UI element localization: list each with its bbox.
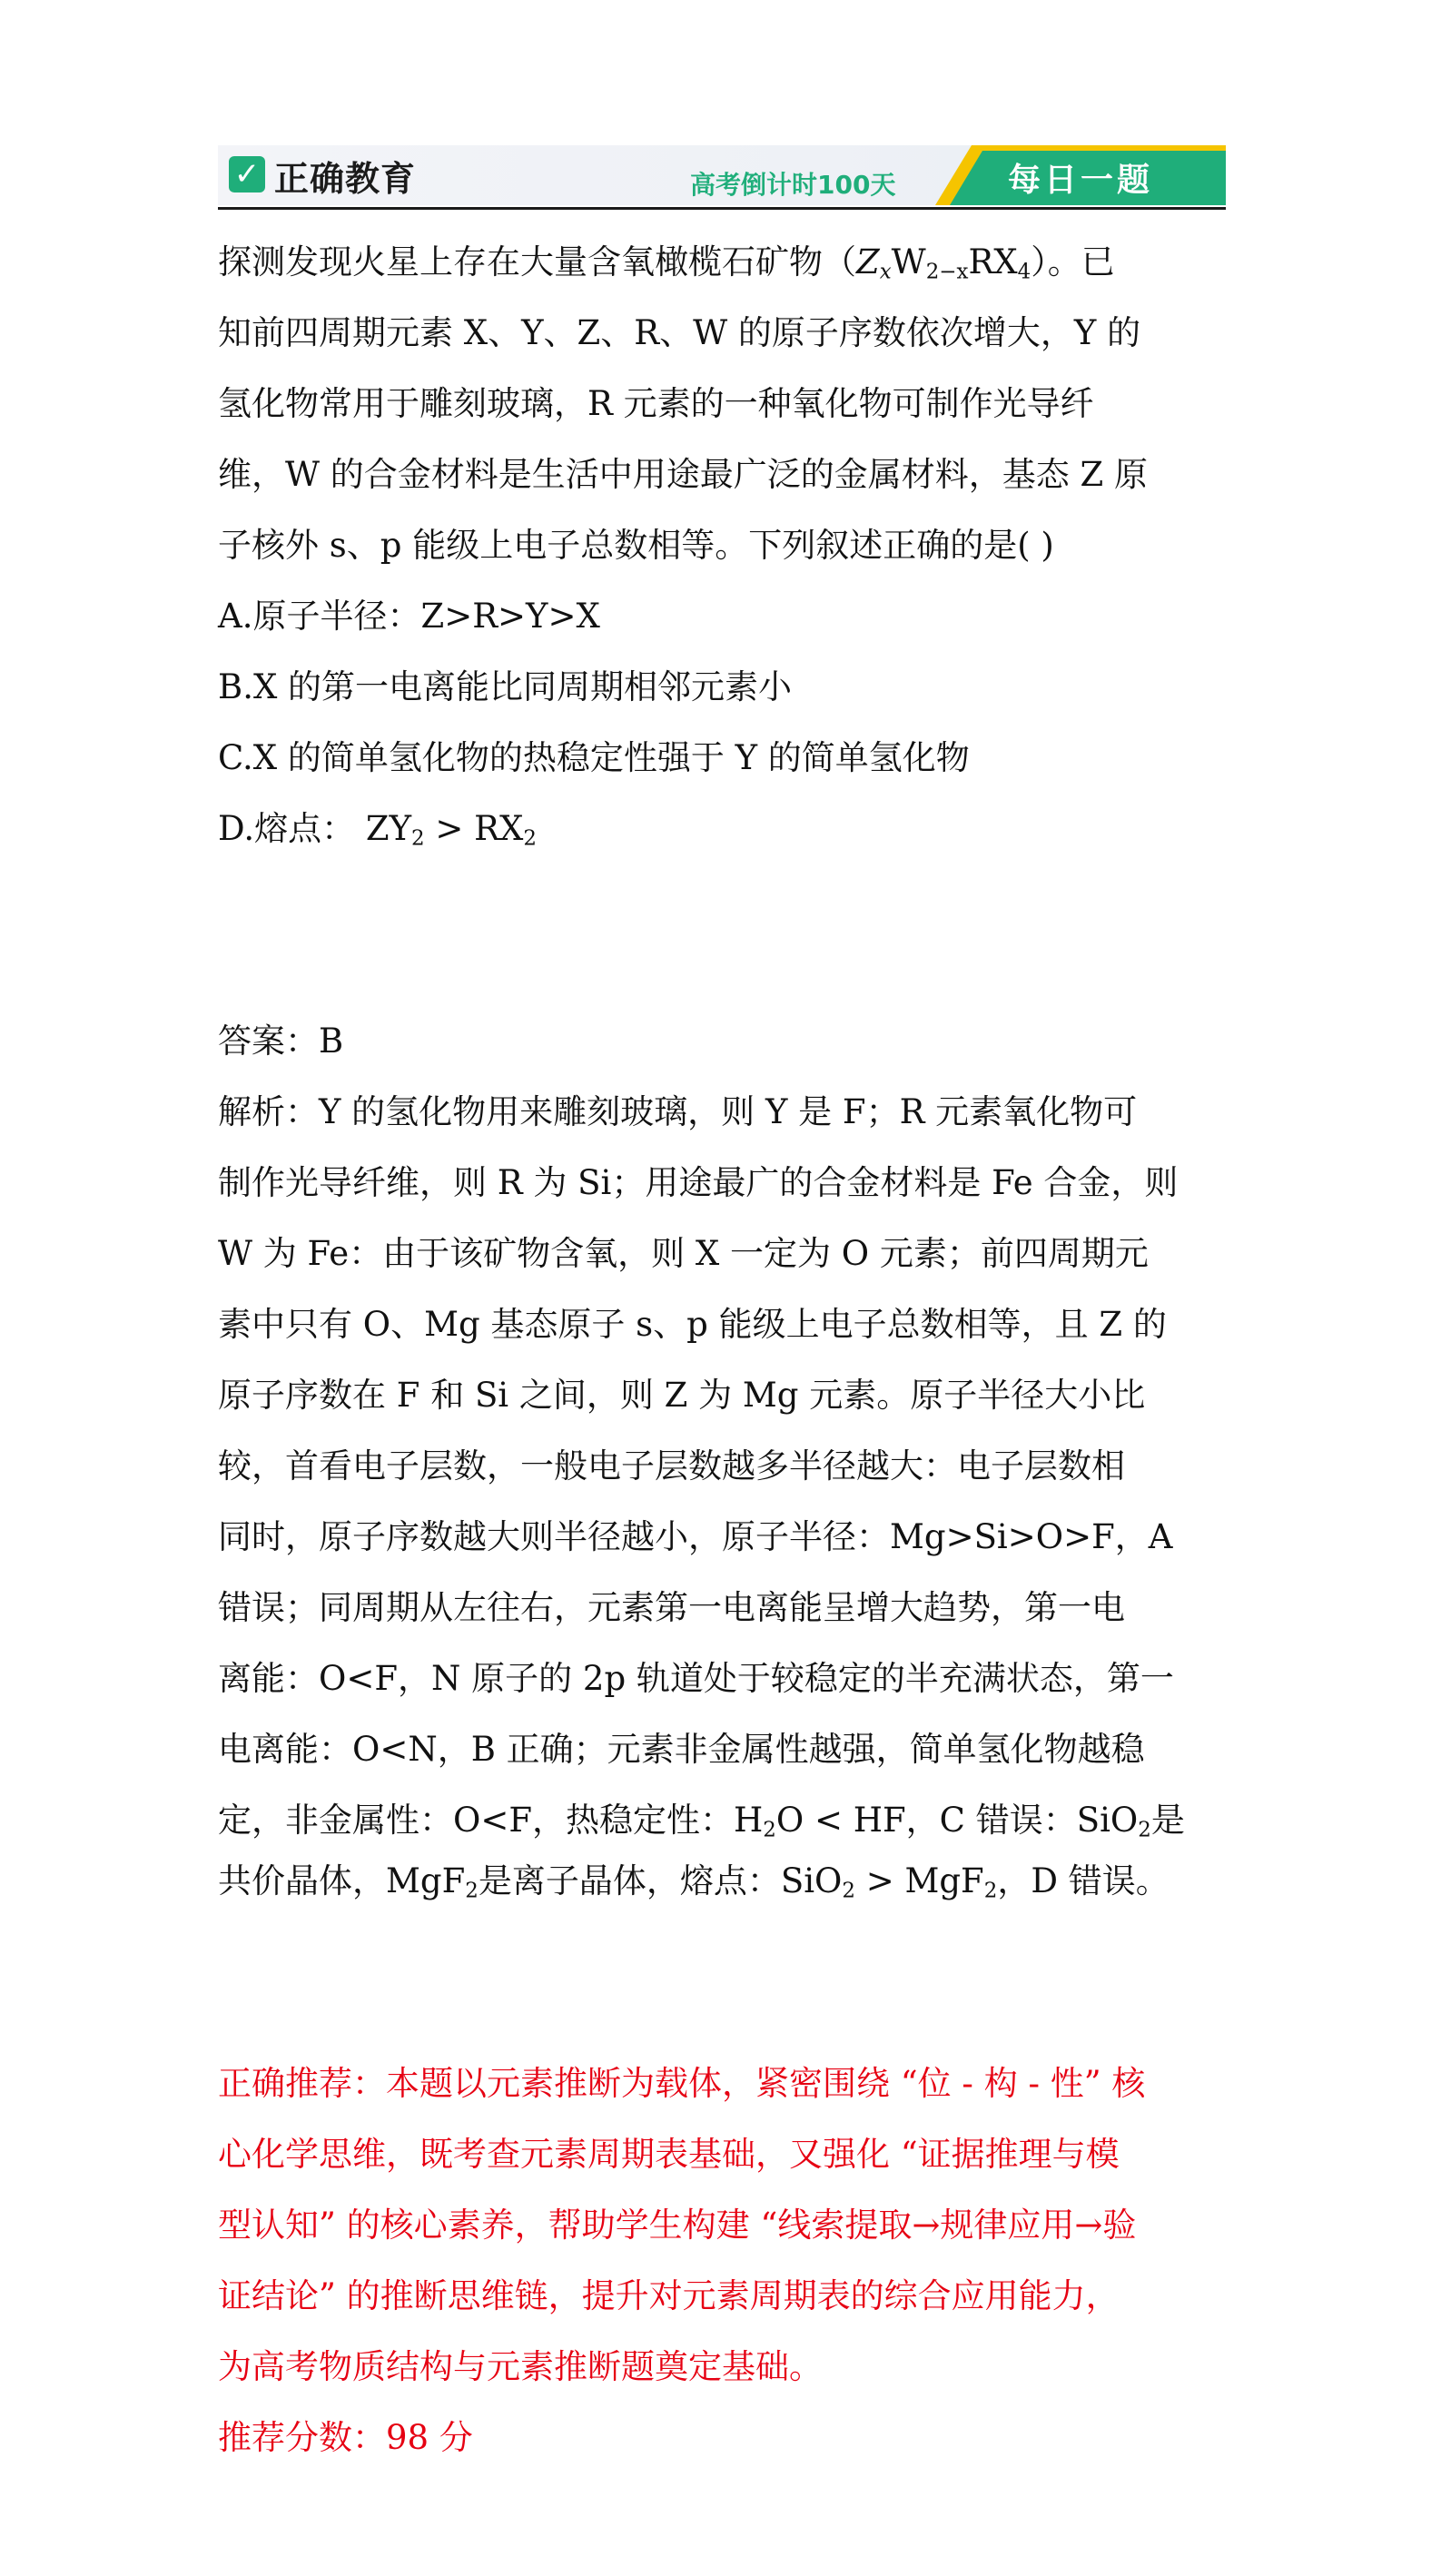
analysis-line-10: 电离能：O<N，B 正确；元素非金属性越强，简单氢化物越稳 [218, 1730, 1145, 1769]
analysis-line-12: 共价晶体，MgF$_2$是离子晶体，熔点：SiO$_2$ > MgF$_2$，D 错误。 [218, 1861, 1170, 1903]
analysis-line-11: 定，非金属性：O<F，热稳定性：$H_2O$ < HF，C 错误：SiO$_2$是 [218, 1801, 1185, 1842]
spacer [218, 1907, 1226, 2048]
recommend-score: 推荐分数：98 分 [218, 2418, 473, 2457]
document-body [218, 227, 1226, 2473]
spacer [218, 864, 1226, 1006]
option-a: A.原子半径：Z>R>Y>X [218, 597, 600, 636]
daily-badge [926, 145, 1226, 205]
answer-line: 答案：B [218, 1022, 344, 1061]
daily-badge-text: 每日一题 [1008, 162, 1154, 199]
question-line-4: 维，W 的合金材料是生活中用途最广泛的金属材料，基态 Z 原 [218, 455, 1149, 494]
recommend-line-3: 型认知” 的核心素养，帮助学生构建 “线索提取→规律应用→验 [218, 2206, 1137, 2245]
option-c: C.X 的简单氢化物的热稳定性强于 Y 的简单氢化物 [218, 738, 970, 777]
analysis-line-3: W 为 Fe：由于该矿物含氧，则 X 一定为 O 元素；前四周期元 [218, 1234, 1149, 1273]
recommend-line-2: 心化学思维，既考查元素周期表基础，又强化 “证据推理与模 [218, 2135, 1120, 2174]
recommend-line-1: 正确推荐：本题以元素推断为载体，紧密围绕 “位 - 构 - 性” 核 [218, 2064, 1146, 2103]
question-line-1: 探测发现火星上存在大量含氧橄榄石矿物$(Z_xW_{2-x}RX_4)$。已 [218, 242, 1115, 284]
analysis-line-5: 原子序数在 F 和 Si 之间，则 Z 为 Mg 元素。原子半径大小比 [218, 1376, 1146, 1415]
recommend-line-4: 证结论” 的推断思维链，提升对元素周期表的综合应用能力， [218, 2276, 1120, 2315]
analysis-line-4: 素中只有 O、Mg 基态原子 s、p 能级上电子总数相等，且 Z 的 [218, 1305, 1167, 1344]
header-divider [218, 207, 1226, 210]
analysis-line-1: 解析：Y 的氢化物用来雕刻玻璃，则 Y 是 F；R 元素氧化物可 [218, 1092, 1138, 1131]
recommend-line-5: 为高考物质结构与元素推断题奠定基础。 [218, 2347, 823, 2386]
countdown-label: 高考倒计时100天 [690, 170, 896, 200]
analysis-line-7: 同时，原子序数越大则半径越小，原子半径：Mg>Si>O>F，A [218, 1517, 1173, 1556]
analysis-line-8: 错误；同周期从左往右，元素第一电离能呈增大趋势，第一电 [218, 1588, 1125, 1627]
option-b: B.X 的第一电离能比同周期相邻元素小 [218, 667, 793, 706]
analysis-line-2: 制作光导纤维，则 R 为 Si；用途最广的合金材料是 Fe 合金，则 [218, 1163, 1179, 1202]
question-line-3: 氢化物常用于雕刻玻璃，R 元素的一种氧化物可制作光导纤 [218, 384, 1094, 423]
analysis-line-9: 离能：O<F，N 原子的 2p 轨道处于较稳定的半充满状态，第一 [218, 1659, 1174, 1698]
question-line-5: 子核外 s、p 能级上电子总数相等。下列叙述正确的是( ) [218, 526, 1054, 565]
header-banner [218, 145, 1226, 205]
option-d: D.熔点： $ZY_2 > RX_2$ [218, 809, 537, 851]
brand-name: 正确教育 [274, 159, 417, 199]
question-line-2: 知前四周期元素 X、Y、Z、R、W 的原子序数依次增大，Y 的 [218, 313, 1141, 352]
analysis-line-6: 较，首看电子层数，一般电子层数越多半径越大：电子层数相 [218, 1446, 1125, 1485]
check-icon: ✓ [229, 156, 265, 192]
